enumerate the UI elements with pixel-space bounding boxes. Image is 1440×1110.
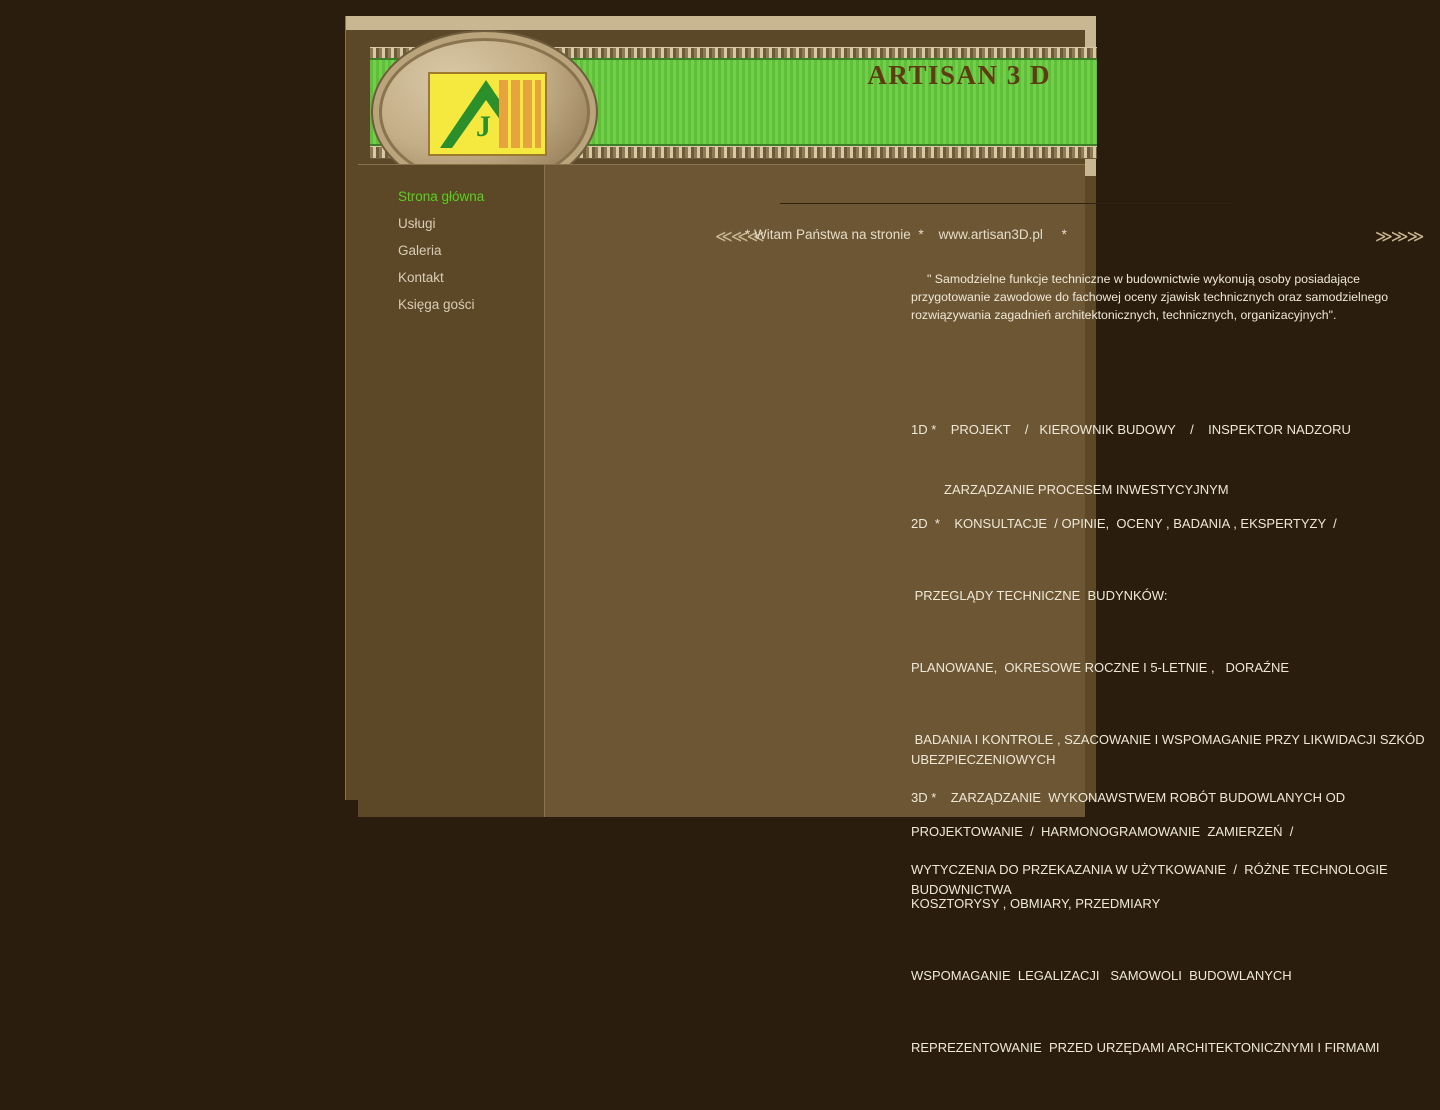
ornament-right-icon: ≫≫≫ bbox=[1375, 227, 1423, 246]
logo-letter: J bbox=[476, 110, 491, 143]
service-2d-line: PLANOWANE, OKRESOWE ROCZNE I 5-LETNIE , DORAŹNE bbox=[911, 660, 1290, 675]
ornament-left-icon: ≪≪≪ bbox=[715, 227, 763, 246]
service-2d-line: 2D * KONSULTACJE / OPINIE, OCENY , BADANIA , EKSPERTYZY / bbox=[911, 516, 1337, 531]
service-2d-line: BADANIA I KONTROLE , SZACOWANIE I WSPOMAGANIE PRZY LIKWIDACJI SZKÓD UBEZPIECZENIOWYCH bbox=[911, 732, 1429, 767]
service-block-3d bbox=[911, 748, 1431, 952]
quote-block bbox=[911, 271, 1419, 324]
quote-line-1: " Samodzielne funkcje techniczne w budownictwie wykonują osoby posiadające bbox=[927, 272, 1360, 286]
service-3d-line: WYTYCZENIA DO PRZEKAZANIA W UŻYTKOWANIE / RÓŻNE TECHNOLOGIE BUDOWNICTWA bbox=[911, 862, 1392, 897]
sidebar-item-strona-glowna[interactable]: Strona główna bbox=[398, 189, 485, 204]
top-margin-strip bbox=[346, 16, 1096, 30]
service-2d-line: KOSZTORYSY , OBMIARY, PRZEDMIARY bbox=[911, 896, 1161, 911]
main-navigation bbox=[398, 189, 548, 324]
site-container bbox=[345, 16, 1429, 1055]
sidebar-item-galeria[interactable]: Galeria bbox=[398, 243, 442, 258]
sidebar-item-uslugi[interactable]: Usługi bbox=[398, 216, 436, 231]
welcome-line: * Witam Państwa na stronie * www.artisan3D.pl * bbox=[745, 227, 1067, 242]
service-2d-line: PROJEKTOWANIE / HARMONOGRAMOWANIE ZAMIERZEŃ / bbox=[911, 824, 1294, 839]
service-1d-line-2: ZARZĄDZANIE PROCESEM INWESTYCYJNYM bbox=[944, 482, 1229, 497]
service-2d-line: REPREZENTOWANIE PRZED URZĘDAMI ARCHITEKTONICZNYMI I FIRMAMI bbox=[911, 1040, 1380, 1055]
horizontal-rule bbox=[780, 203, 1232, 204]
service-3d-line: 3D * ZARZĄDZANIE WYKONAWSTWEM ROBÓT BUDOWLANYCH OD bbox=[911, 790, 1346, 805]
quote-line-2: przygotowanie zawodowe do fachowej oceny zjawisk technicznych oraz samodzielnego bbox=[911, 289, 1389, 304]
sidebar bbox=[358, 165, 545, 817]
main-content bbox=[545, 165, 1429, 1055]
site-header bbox=[358, 30, 1085, 163]
brand-title: ARTISAN 3 D bbox=[867, 60, 1051, 90]
quote-line-3: rozwiązywania zagadnień architektonicznych, technicznych, organizacyjnych". bbox=[911, 307, 1337, 322]
logo-icon bbox=[428, 72, 547, 156]
service-1d-line-1: 1D * PROJEKT / KIEROWNIK BUDOWY / INSPEKTOR NADZORU bbox=[911, 422, 1351, 437]
logo-brick-pattern-icon bbox=[499, 80, 541, 148]
service-2d-line: WSPOMAGANIE LEGALIZACJI SAMOWOLI BUDOWLANYCH bbox=[911, 968, 1292, 983]
content-wrapper bbox=[358, 164, 1429, 1055]
sidebar-item-kontakt[interactable]: Kontakt bbox=[398, 270, 444, 285]
sidebar-item-ksiega-gosci[interactable]: Księga gości bbox=[398, 297, 475, 312]
service-2d-line: PRZEGLĄDY TECHNICZNE BUDYNKÓW: bbox=[911, 588, 1168, 603]
